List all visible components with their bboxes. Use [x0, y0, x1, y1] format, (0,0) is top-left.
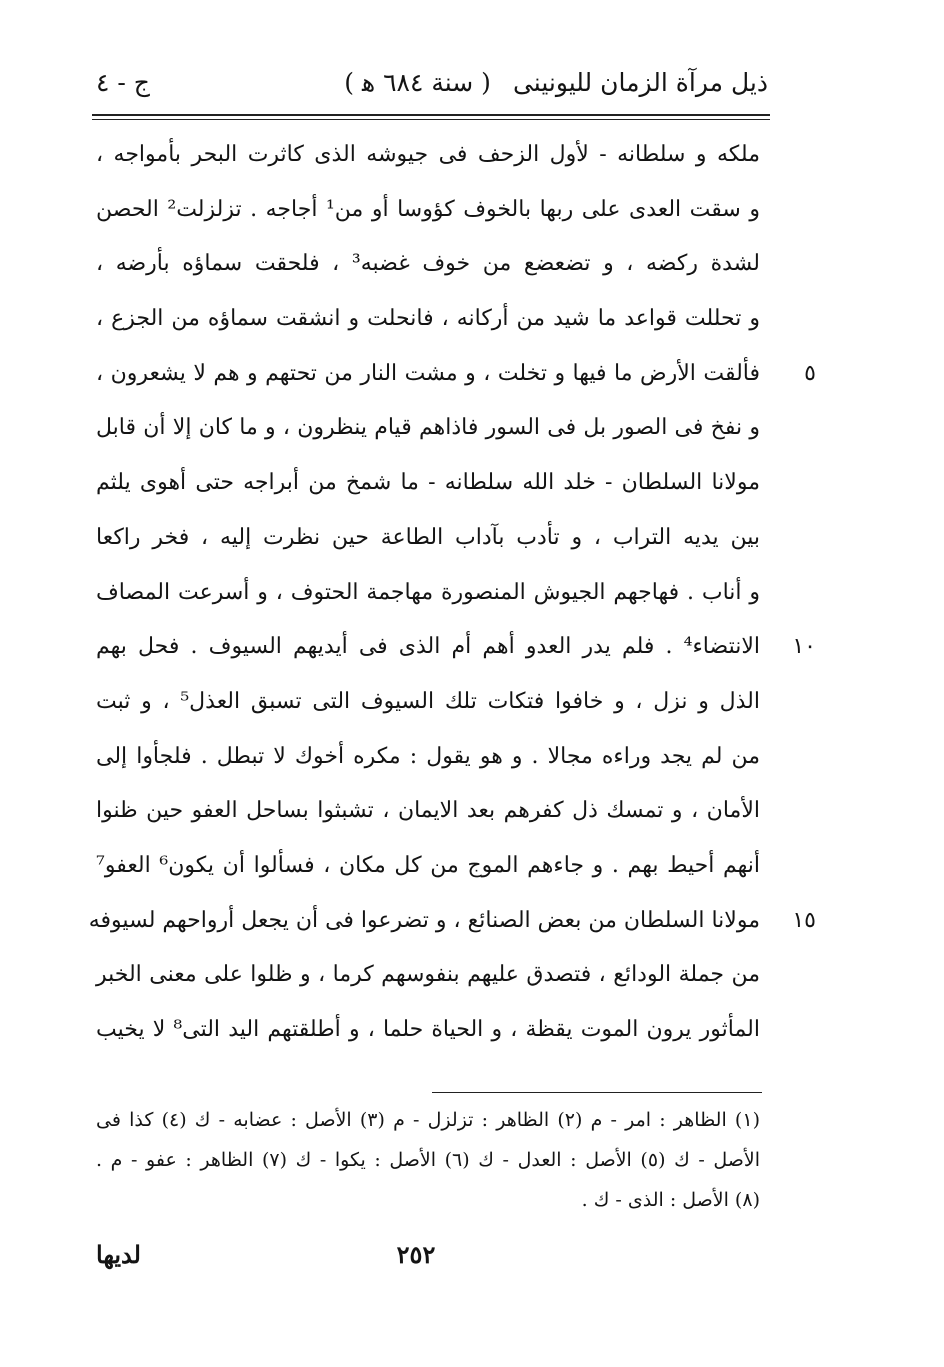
text-line-content: و أناب . فهاجهم الجيوش المنصورة مهاجمة الحتوف ، و أسرعت المصاف: [96, 579, 760, 605]
catchword: لديها: [96, 1240, 141, 1269]
text-line: [96, 347, 816, 402]
text-line: [96, 675, 760, 730]
text-line-content: من لم يجد وراءه مجالا . و هو يقول : مكره أخوك لا تبطل . فلجأوا إلى: [96, 743, 760, 769]
text-line-content: الذل و نزل ، و خافوا فتكات تلك السيوف التى تسبق العذل⁵ ، و ثبت: [96, 688, 760, 714]
line-number: ١٥: [792, 907, 816, 933]
running-header: [96, 58, 768, 106]
footnote-line: الأصل - ك (٥) الأصل : العدل - ك (٦) الأصل : يكوا - ك (٧) الظاهر : عفو - م .: [96, 1149, 761, 1171]
text-line-content: فألقت الأرض ما فيها و تخلت ، و مشت النار من تحتهم و هم لا يشعرون ،: [96, 360, 760, 386]
header-volume: ج - ٤: [96, 67, 150, 97]
text-line-content: لشدة ركضه ، و تضعضع من خوف غضبه³ ، فلحقت سماؤه بأرضه ،: [96, 251, 760, 277]
header-rule-thick: [92, 114, 770, 116]
text-line: [96, 839, 760, 894]
text-line-content: ملكه و سلطانه - لأول الزحف فى جيوشه الذى كاثرت البحر بأمواجه ،: [96, 142, 760, 167]
line-number: ١٠: [792, 634, 816, 660]
text-line: [96, 620, 816, 675]
text-line: [96, 511, 760, 566]
text-line-content: و نفخ فى الصور بل فى السور فاذاهم قيام ينظرون ، و ما كان إلا أن قابل: [96, 415, 760, 441]
text-line: [96, 292, 760, 347]
text-line: [96, 401, 760, 456]
text-line-content: مولانا السلطان من بعض الصنائع ، و تضرعوا فى أن يجعل أرواحهم لسيوفه: [88, 907, 760, 933]
text-line-content: بين يديه التراب ، و تأدب بآداب الطاعة حين نظرت إليه ، فخر راكعا: [96, 524, 760, 550]
text-line: [88, 894, 816, 949]
footnote-line: (٨) الأصل : الذى - ك .: [581, 1189, 760, 1211]
header-year: ( سنة ٦٨٤ ﻫ ): [344, 67, 491, 97]
header-rule-thin: [92, 119, 770, 120]
text-line-content: من جملة الودائع ، فتصدق عليهم بنفوسهم كرما ، و ظلوا على معنى الخبر: [96, 962, 760, 988]
text-line-content: الانتضاء⁴ . فلم يدر العدو أهم أم الذى فى أيديهم السيوف . فحل بهم: [96, 634, 760, 660]
page-number: ٢٥٢: [396, 1240, 436, 1269]
text-line: [96, 730, 760, 785]
text-line-content: و سقت العدى على ربها بالخوف كؤوسا أو من¹ أجاجه . تزلزلت² الحصن: [96, 196, 760, 222]
footnote-line: (١) الظاهر : امر - م (٢) الظاهر : تزلزل - م (٣) الأصل : عضابه - ك (٤) كذا فى: [96, 1109, 760, 1131]
footnotes: [96, 1100, 760, 1220]
text-line: [96, 948, 760, 1003]
text-line: [96, 183, 760, 238]
line-number: ٥: [804, 360, 816, 386]
text-line: [96, 784, 760, 839]
header-title: ذيل مرآة الزمان لليونينى: [512, 67, 768, 97]
main-text: [88, 128, 816, 1058]
text-line-content: و تحللت قواعد ما شيد من أركانه ، فانحلت و انشقت سماؤه من الجزع ،: [96, 306, 760, 332]
text-line: [96, 456, 760, 511]
footnote-rule: [432, 1092, 762, 1093]
text-line: [96, 128, 760, 183]
text-line-content: المأثور يرون الموت يقظة ، و الحياة حلما ، و أطلقتهم اليد التى⁸ لا يخيب: [96, 1017, 760, 1042]
text-line: [96, 566, 760, 621]
text-line: [96, 1003, 760, 1058]
text-line-content: مولانا السلطان - خلد الله سلطانه - ما شمخ من أبراجه حتى أهوى يلثم: [96, 470, 760, 496]
header-title-group: [344, 68, 768, 97]
text-line-content: أنهم أحيط بهم . و جاءهم الموج من كل مكان ، فسألوا أن يكون⁶ العفو⁷: [96, 852, 761, 878]
text-line: [96, 237, 760, 292]
text-line-content: الأمان ، و تمسك ذل كفرهم بعد الايمان ، تشبثوا بساحل العفو حين ظنوا: [96, 798, 760, 824]
